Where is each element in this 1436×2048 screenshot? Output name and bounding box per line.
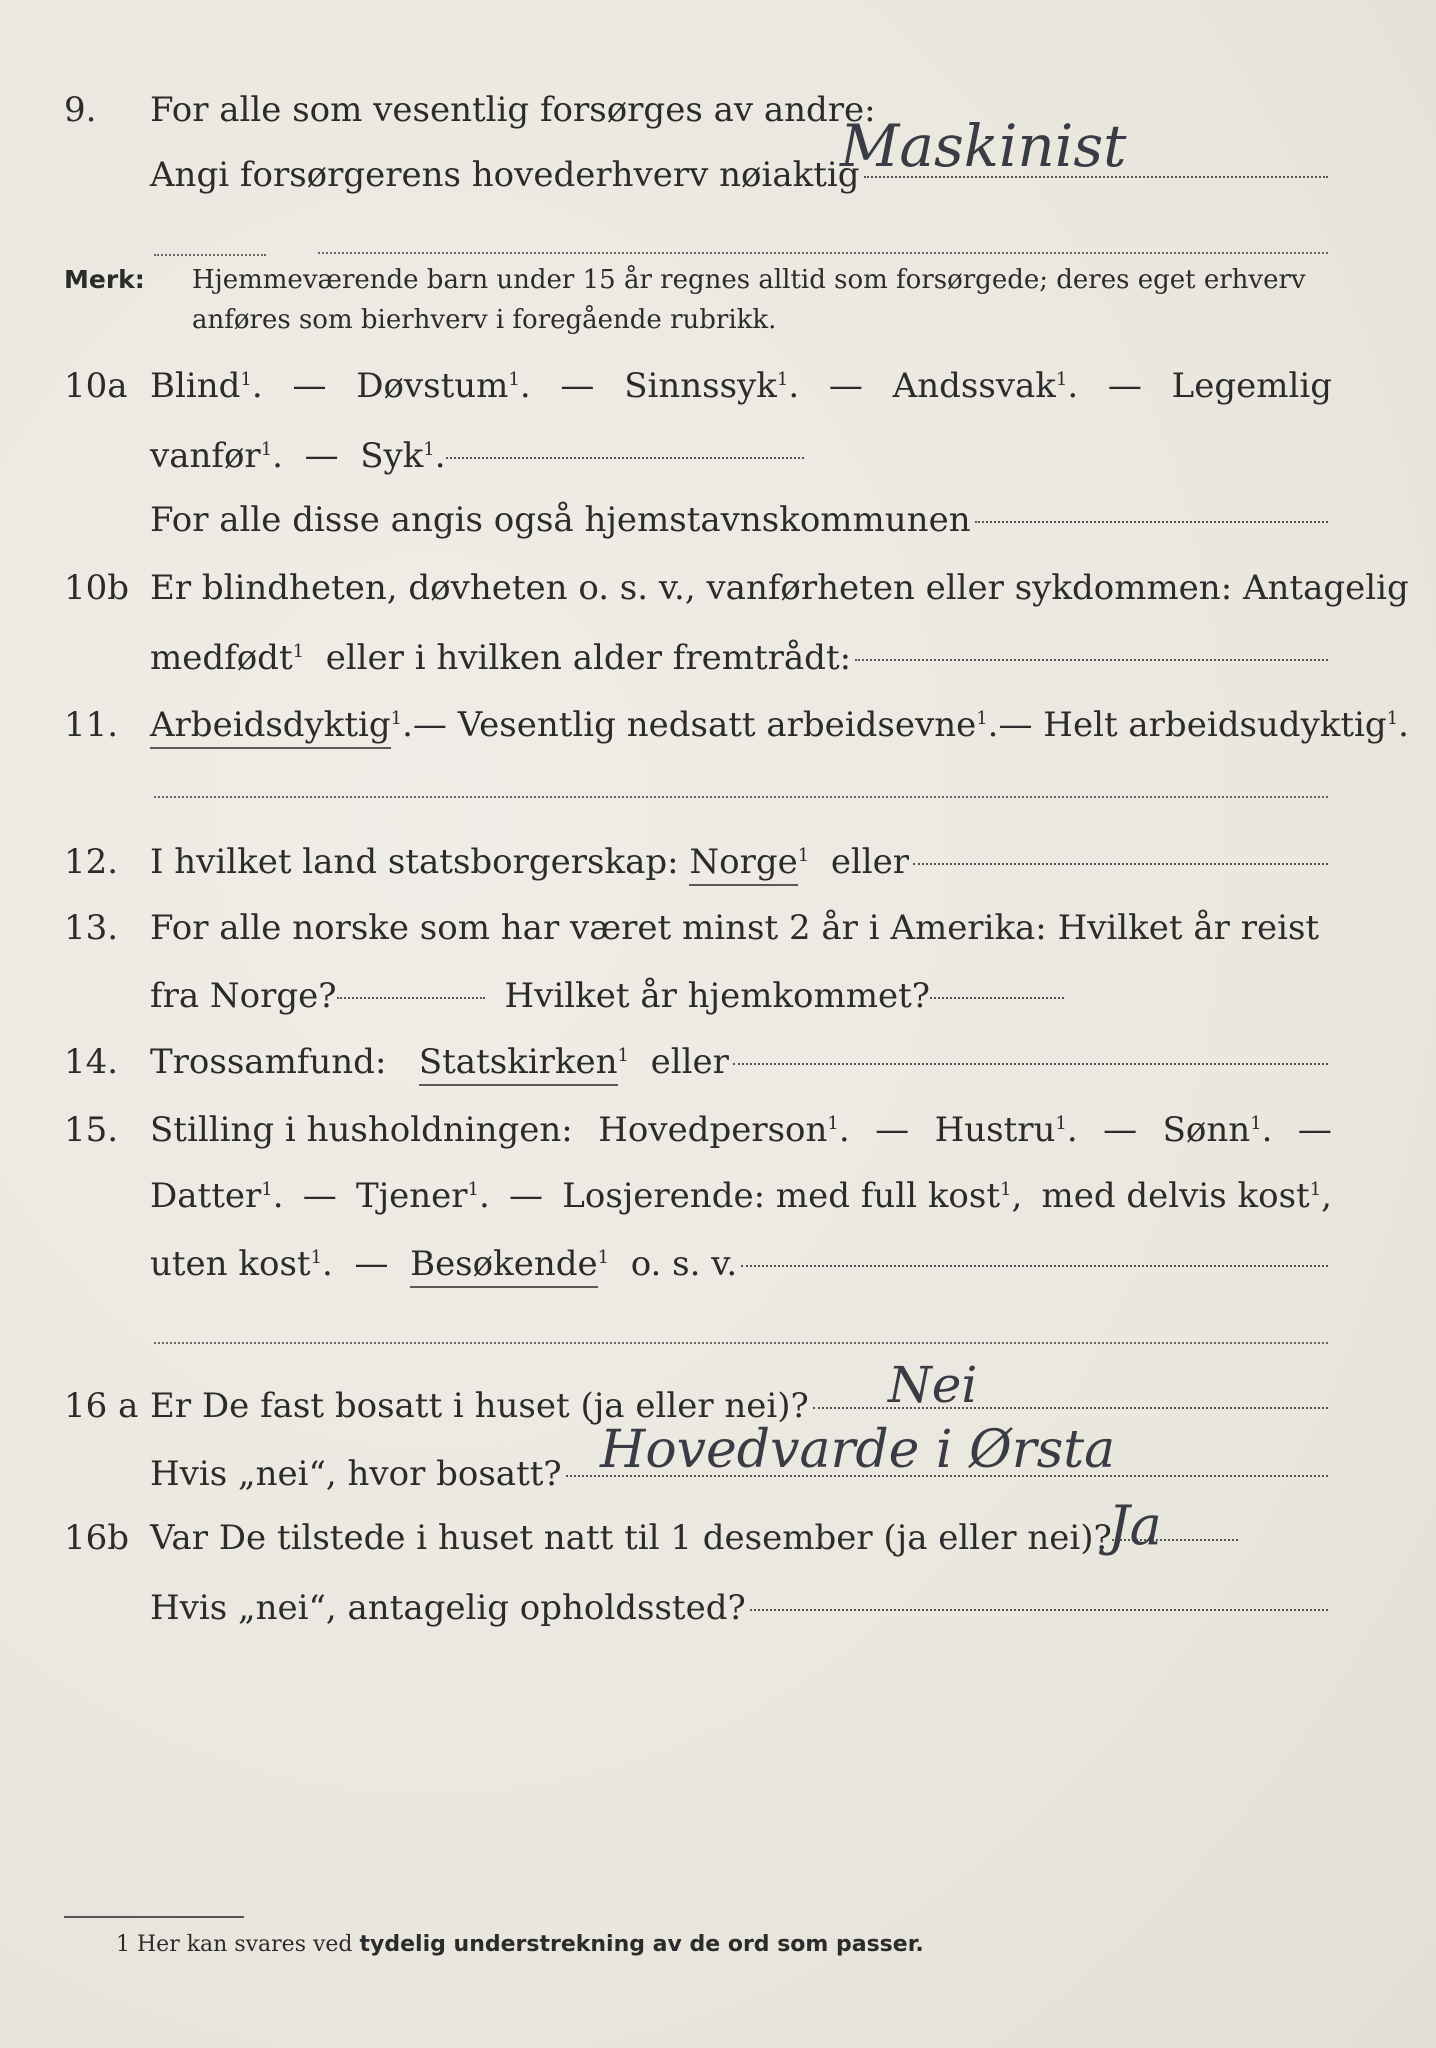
q12-eller: eller — [830, 842, 910, 882]
q13-hjemkommet: Hvilket år hjemkommet? — [504, 976, 931, 1016]
q9-blank-line-a — [154, 254, 266, 256]
option-vesentlig-nedsatt[interactable]: — Vesentlig nedsatt arbeidsevne — [412, 705, 977, 745]
option-datter[interactable]: Datter — [150, 1176, 262, 1216]
q10b-number: 10b — [64, 568, 130, 608]
q16a-handwritten-answer2: Hovedvarde i Ørsta — [600, 1420, 1116, 1480]
option-legemlig[interactable]: Legemlig — [1171, 366, 1332, 406]
merk-text-2: anføres som bierhverv i foregående rubrikk. — [192, 305, 777, 335]
q9-row1 — [0, 80, 1436, 140]
q11-number: 11. — [64, 705, 119, 745]
option-losjerende-full[interactable]: Losjerende: med full kost — [562, 1176, 1000, 1216]
q13-number: 13. — [64, 908, 119, 948]
merk-label: Merk: — [64, 265, 145, 294]
option-andssvak[interactable]: Andssvak — [892, 366, 1056, 406]
q15-label: Stilling i husholdningen: — [150, 1110, 573, 1150]
q15-row2: Datter$^1$. — Tjener$^1$. — Losjerende: med full kost$^1$, med delvis kost$^1$, — [150, 1176, 1332, 1216]
hjemstavn-field[interactable] — [975, 521, 1328, 523]
q15-field[interactable] — [741, 1265, 1328, 1267]
q13-row1 — [0, 898, 1436, 958]
q15-number: 15. — [64, 1110, 119, 1150]
q10a-row1: 10a Blind$^1$. — Døvstum$^1$. — Sinnssyk$^1$. — Andssvak$^1$. — Legemlig — [0, 356, 1436, 416]
q16a-handwritten-answer1: Nei — [888, 1356, 978, 1414]
option-besokende[interactable]: Besøkende — [410, 1244, 598, 1288]
option-blind[interactable]: Blind — [150, 366, 241, 406]
q13-fra-norge: fra Norge? — [150, 976, 337, 1016]
q14-eller: eller — [650, 1042, 729, 1082]
syk-field[interactable] — [446, 457, 804, 459]
q14-field[interactable] — [733, 1063, 1328, 1065]
q10b-row2: medfødt$^1$ eller i hvilken alder fremtrådt: — [0, 628, 1436, 688]
q11-blank-line — [154, 796, 1328, 798]
q12-row: 12. I hvilket land statsborgerskap: Norge$^1$ eller — [0, 832, 1436, 892]
option-hovedperson[interactable]: Hovedperson — [598, 1110, 828, 1150]
q10a-row2: vanfør$^1$. — Syk$^1$. — [0, 426, 1436, 486]
option-sonn[interactable]: Sønn — [1162, 1110, 1251, 1150]
q16a-line1: Er De fast bosatt i huset (ja eller nei)? — [150, 1386, 809, 1426]
q16b-row1 — [0, 1508, 1436, 1568]
q10b-line1: Er blindheten, døvheten o. s. v., vanførheten eller sykdommen: Antagelig — [150, 568, 1409, 608]
q10b-field[interactable] — [855, 659, 1328, 661]
q12-label: I hvilket land statsborgerskap: — [150, 842, 679, 882]
footnote-text: Her kan svares ved — [137, 1932, 353, 1957]
q16b-field2[interactable] — [750, 1609, 1328, 1611]
q13-line1: For alle norske som har været minst 2 år i Amerika: Hvilket år reist — [150, 908, 1320, 948]
option-sinnssyk[interactable]: Sinnssyk — [624, 366, 777, 406]
q12-field[interactable] — [913, 863, 1328, 865]
q16a-line2: Hvis „nei“, hvor bosatt? — [150, 1454, 562, 1494]
q9-line2: Angi forsørgerens hovederhverv nøiaktig — [150, 155, 860, 195]
option-hustru[interactable]: Hustru — [934, 1110, 1056, 1150]
option-dovstum[interactable]: Døvstum — [356, 366, 509, 406]
footnote — [116, 1932, 924, 1957]
option-uten-kost[interactable]: uten kost — [150, 1244, 311, 1284]
footnote-rule — [64, 1916, 244, 1918]
option-delvis-kost[interactable]: med delvis kost — [1041, 1176, 1310, 1216]
q14-label: Trossamfund: — [150, 1042, 387, 1082]
hjemstavn-label: For alle disse angis også hjemstavnskommunen — [150, 500, 971, 540]
q10a-number: 10a — [64, 366, 128, 406]
q16b-line2: Hvis „nei“, antagelig opholdssted? — [150, 1588, 746, 1628]
option-medfodt[interactable]: medfødt — [150, 638, 293, 678]
q9-handwritten-answer: Maskinist — [840, 112, 1127, 180]
q16b-row2 — [0, 1578, 1436, 1638]
q14-number: 14. — [64, 1042, 119, 1082]
q10b-row1 — [0, 558, 1436, 618]
q15-osv: o. s. v. — [630, 1244, 738, 1284]
q10b-line2: eller i hvilken alder fremtrådt: — [325, 638, 852, 678]
footnote-mark: 1 — [116, 1932, 130, 1957]
option-tjener[interactable]: Tjener — [355, 1176, 468, 1216]
q16a-number: 16 a — [64, 1386, 139, 1426]
q15-blank-line — [154, 1342, 1328, 1344]
q11-row: 11. Arbeidsdyktig$^1$. — Vesentlig nedsatt arbeidsevne$^1$. — Helt arbeidsudyktig$^1$. — [0, 695, 1436, 755]
q15-row1: 15. Stilling i husholdningen: Hovedperson$^1$. — Hustru$^1$. — Sønn$^1$. — — [0, 1100, 1436, 1160]
option-arbeidsdyktig[interactable]: Arbeidsdyktig — [150, 705, 391, 749]
q15-row3: uten kost$^1$. — Besøkende$^1$ o. s. v. — [0, 1234, 1436, 1294]
footnote-bold: tydelig understrekning av de ord som passer. — [359, 1932, 924, 1957]
q9-number: 9. — [64, 90, 97, 130]
q13-hjemkommet-field[interactable] — [930, 997, 1064, 999]
q14-row: 14. Trossamfund: Statskirken$^1$ eller — [0, 1032, 1436, 1092]
q9-blank-line-b — [318, 252, 1328, 254]
q16b-line1: Var De tilstede i huset natt til 1 desember (ja eller nei)? — [150, 1518, 1112, 1558]
q13-reist-field[interactable] — [337, 997, 485, 999]
option-vanfor[interactable]: vanfør — [150, 436, 261, 476]
option-syk[interactable]: Syk — [360, 436, 424, 476]
option-helt-udyktig[interactable]: — Helt arbeidsudyktig — [998, 705, 1387, 745]
q12-number: 12. — [64, 842, 119, 882]
q9-row2 — [0, 145, 1436, 205]
q9-line1: For alle som vesentlig forsørges av andre: — [150, 90, 876, 130]
q13-row2 — [0, 966, 1436, 1026]
q10a-row3 — [0, 490, 1436, 550]
q16b-number: 16b — [64, 1518, 130, 1558]
option-norge[interactable]: Norge — [689, 842, 797, 886]
option-statskirken[interactable]: Statskirken — [419, 1042, 618, 1086]
q16b-handwritten-answer1: Ja — [1108, 1494, 1162, 1557]
merk-text-1: Hjemmeværende barn under 15 år regnes alltid som forsørgede; deres eget erhverv — [192, 265, 1306, 295]
